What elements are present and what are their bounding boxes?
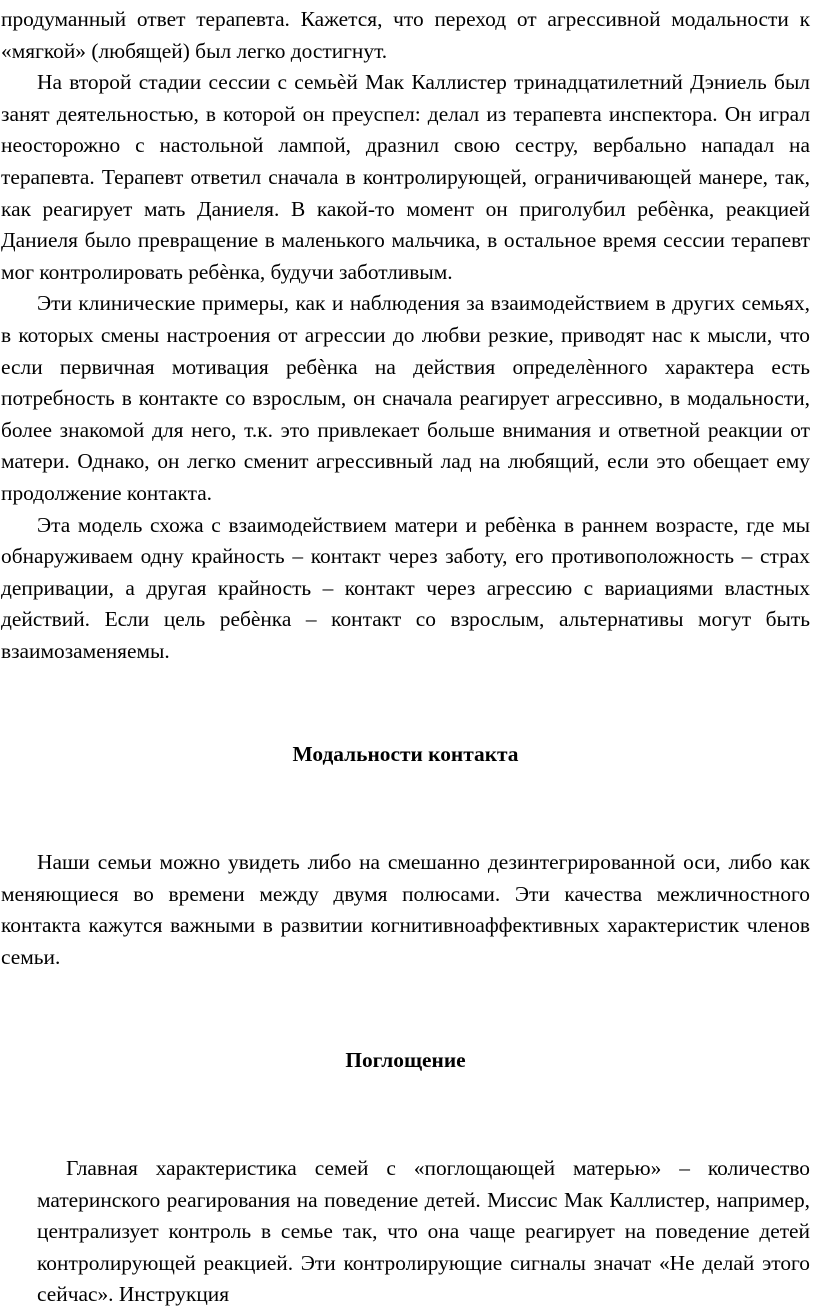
- spacer: [1, 1077, 810, 1117]
- section-heading-contact-modalities: Модальности контакта: [292, 742, 519, 767]
- paragraph-absorbing-mother: Главная характеристика семей с «поглощающей матерью» – количество материнского реагирования на поведение детей. Миссис Мак Каллистер, например, централизует контроль в семье так, что она чаще реагирует на поведение детей контролирующей реакцией. Эти контролирующие сигналы значат «Не делай этого сейчас». Инструкция: [37, 1156, 810, 1307]
- spacer: [1, 667, 810, 705]
- paragraph-mother-child-model: Эта модель схожа с взаимодействием матери и ребѐнка в раннем возрасте, где мы обнаруживаем одну крайность – контакт через заботу, его противоположность – страх депривации, а другая крайность – контакт через агрессию с вариациями властных действий. Если цель ребѐнка – контакт со взрослым, альтернативы могут быть взаимозаменяемы.: [1, 512, 810, 663]
- spacer: [1, 705, 810, 739]
- paragraph-clinical-examples: Эти клинические примеры, как и наблюдения за взаимодействием в других семьях, в которых смены настроения от агрессии до любви резкие, приводят нас к мысли, что если первичная мотивация ребѐнка на действия определѐнного характера есть потребность в контакте со взрослым, он сначала реагирует агрессивно, в модальности, более знакомой для него, т.к. это привлекает больше внимания и ответной реакции от матери. Однако, он легко сменит агрессивный лад на любящий, если это обещает ему продолжение контакта.: [1, 291, 810, 505]
- spacer: [1, 1011, 810, 1045]
- paragraph-contact-axes: Наши семьи можно увидеть либо на смешанно дезинтегрированной оси, либо как меняющиеся во времени между двумя полюсами. Эти качества межличностного контакта кажутся важными в развитии когнитивноаффективных характеристик членов семьи.: [1, 850, 810, 969]
- paragraph-continuation: продуманный ответ терапевта. Кажется, что переход от агрессивной модальности к «мягкой» (любящей) был легко достигнут.: [1, 7, 810, 63]
- spacer: [1, 811, 810, 847]
- spacer: [1, 973, 810, 1011]
- spacer: [1, 1117, 810, 1153]
- section-heading-absorption: Поглощение: [345, 1048, 466, 1073]
- paragraph-daniel-session: На второй стадии сессии с семьѐй Мак Каллистер тринадцатилетний Дэниель был занят деятельностью, в которой он преуспел: делал из терапевта инспектора. Он играл неосторожно с настольной лампой, дразнил свою сестру, вербально нападал на терапевта. Терапевт ответил сначала в контролирующей, ограничивающей манере, так, как реагирует мать Даниеля. В какой-то момент он приголубил ребѐнка, реакцией Даниеля было превращение в маленького мальчика, в остальное время сессии терапевт мог контролировать ребѐнка, будучи заботливым.: [1, 70, 810, 284]
- spacer: [1, 771, 810, 811]
- indented-block: [1, 1153, 810, 1311]
